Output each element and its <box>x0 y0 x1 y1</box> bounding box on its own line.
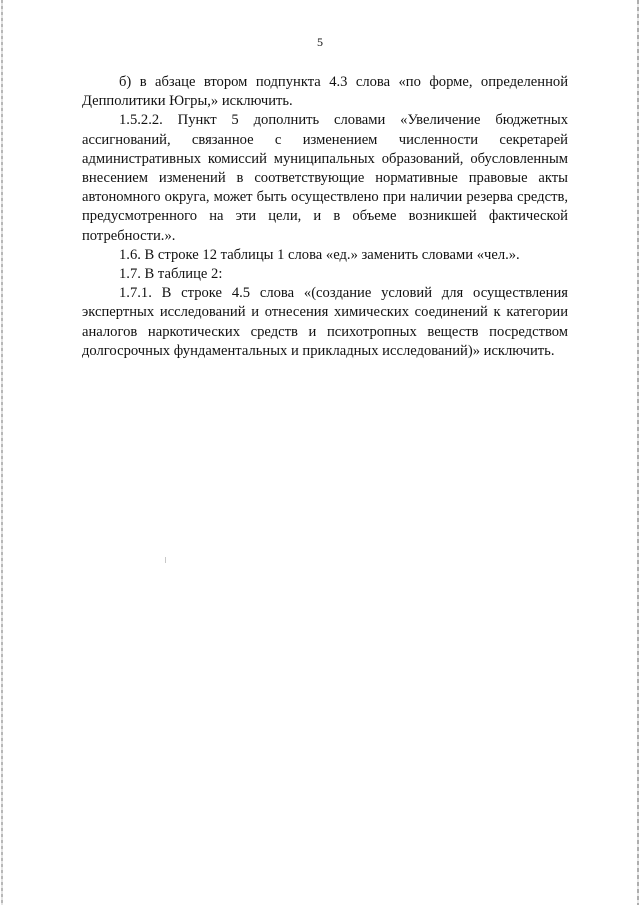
paragraph-1-7: 1.7. В таблице 2: <box>119 266 223 283</box>
document-body <box>82 73 568 361</box>
scan-edge-right <box>637 0 639 905</box>
paragraph-b: б) в абзаце втором подпункта 4.3 слова «по форме, определенной Депполитики Югры,» исключить. <box>82 74 568 110</box>
scan-edge-left <box>1 0 3 905</box>
paragraph-1-7-1: 1.7.1. В строке 4.5 слова «(создание условий для осуществления экспертных исследований и отнесения химических соединений к категории аналогов наркотических средств и психотропных веществ посредством долгосрочных фундаментальных и прикладных исследований)» исключить. <box>82 285 568 359</box>
paragraph-1-5-2-2: 1.5.2.2. Пункт 5 дополнить словами «Увеличение бюджетных ассигнований, связанное с изменением численности секретарей административных комиссий муниципальных образований, обусловленным внесением изменений в соответствующие нормативные правовые акты автономного округа, может быть осуществлено при наличии резерва средств, предусмотренного на эти цели, и в объеме возникшей фактической потребности.». <box>82 112 568 244</box>
scan-artifact <box>165 557 166 563</box>
paragraph-1-6: 1.6. В строке 12 таблицы 1 слова «ед.» заменить словами «чел.». <box>119 246 520 263</box>
page-number: 5 <box>317 35 323 49</box>
